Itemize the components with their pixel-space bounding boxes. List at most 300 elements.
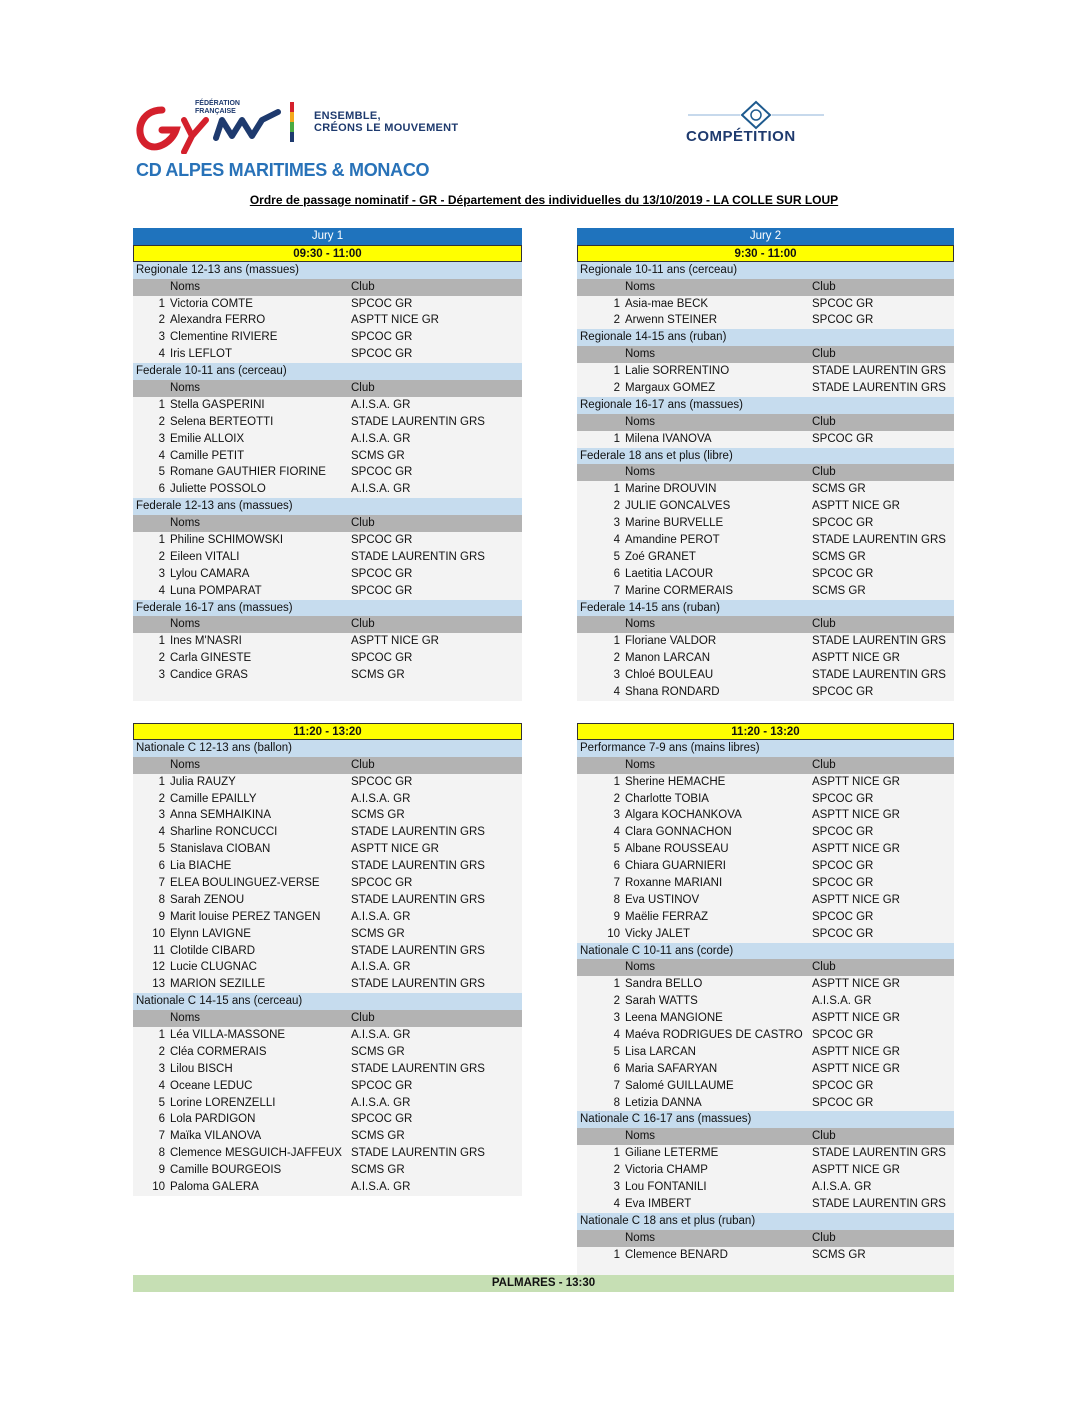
ffg-wordmark: FÉDÉRATION FRANÇAISE [195, 100, 240, 115]
entry-order: 7 [613, 1079, 620, 1092]
noms-header: Noms [625, 618, 656, 631]
entry-order: 4 [613, 686, 620, 699]
entry-order: 4 [613, 1029, 620, 1042]
gymnast-name: Paloma GALERA [170, 1181, 259, 1194]
table-row [577, 976, 954, 993]
gymnast-name: Elynn LAVIGNE [170, 927, 251, 940]
entry-order: 10 [607, 927, 620, 940]
gymnast-name: Arwenn STEINER [625, 314, 718, 327]
club-name: STADE LAURENTIN GRS [351, 860, 485, 873]
table-row [133, 1179, 522, 1196]
entry-order: 1 [613, 775, 620, 788]
table-row [133, 1162, 522, 1179]
table-row [133, 481, 522, 498]
club-name: STADE LAURENTIN GRS [812, 635, 946, 648]
entry-order: 2 [613, 314, 620, 327]
table-row [577, 926, 954, 943]
entry-order: 3 [613, 1181, 620, 1194]
club-name: STADE LAURENTIN GRS [351, 893, 485, 906]
club-name: STADE LAURENTIN GRS [812, 534, 946, 547]
category-header: Federale 14-15 ans (ruban) [577, 600, 954, 617]
gymnast-name: Iris LEFLOT [170, 348, 232, 361]
session-time: 11:20 - 13:20 [133, 723, 522, 740]
entry-order: 13 [152, 978, 165, 991]
noms-header: Noms [625, 280, 656, 293]
club-name: ASPTT NICE GR [351, 843, 439, 856]
entry-order: 6 [158, 860, 165, 873]
gymnast-name: Victoria CHAMP [625, 1164, 708, 1177]
table-row [577, 296, 954, 313]
gymnast-name: Lorine LORENZELLI [170, 1096, 276, 1109]
entry-order: 1 [158, 1029, 165, 1042]
entry-order: 2 [613, 1164, 620, 1177]
table-row [133, 824, 522, 841]
entry-order: 2 [613, 995, 620, 1008]
table-row [577, 875, 954, 892]
table-row [577, 774, 954, 791]
gymnast-name: Lola PARDIGON [170, 1113, 256, 1126]
entry-order: 1 [613, 483, 620, 496]
club-name: SPCOC GR [351, 877, 413, 890]
club-name: STADE LAURENTIN GRS [351, 415, 485, 428]
club-name: SPCOC GR [351, 331, 413, 344]
entry-order: 2 [158, 652, 165, 665]
table-row [577, 532, 954, 549]
entry-order: 5 [613, 550, 620, 563]
gymnast-name: Eva USTINOV [625, 893, 700, 906]
entry-order: 6 [613, 1062, 620, 1075]
club-name: A.I.S.A. GR [351, 792, 411, 805]
jury2-session1 [577, 228, 954, 701]
noms-header: Noms [625, 466, 656, 479]
entry-order: 9 [613, 910, 620, 923]
entry-order: 8 [613, 893, 620, 906]
table-row [133, 943, 522, 960]
entry-order: 2 [613, 652, 620, 665]
club-header: Club [351, 618, 375, 631]
table-row [133, 1027, 522, 1044]
table-row [577, 1027, 954, 1044]
table-row [577, 667, 954, 684]
column-header-row [577, 464, 954, 481]
club-name: ASPTT NICE GR [351, 635, 439, 648]
entry-order: 3 [158, 1062, 165, 1075]
gymnast-name: Stella GASPERINI [170, 398, 265, 411]
club-name: SPCOC GR [351, 1113, 413, 1126]
category-header: Nationale C 10-11 ans (corde) [577, 943, 954, 960]
column-header-row [133, 279, 522, 296]
gymnast-name: Marine BURVELLE [625, 517, 724, 530]
gymnast-name: Margaux GOMEZ [625, 382, 716, 395]
entry-order: 2 [613, 382, 620, 395]
table-row [133, 1078, 522, 1095]
table-row [133, 1128, 522, 1145]
entry-order: 2 [158, 314, 165, 327]
club-header: Club [812, 466, 836, 479]
gymnast-name: Alexandra FERRO [170, 314, 266, 327]
club-name: ASPTT NICE GR [812, 1062, 900, 1075]
noms-header: Noms [170, 1012, 201, 1025]
club-name: SPCOC GR [812, 1096, 874, 1109]
table-row [577, 380, 954, 397]
table-row [577, 1179, 954, 1196]
committee-title: CD ALPES MARITIMES & MONACO [136, 160, 430, 180]
table-row [577, 312, 954, 329]
table-row [133, 583, 522, 600]
club-name: SCMS GR [812, 550, 866, 563]
column-header-row [133, 757, 522, 774]
table-row [133, 1044, 522, 1061]
table-row [577, 498, 954, 515]
noms-header: Noms [170, 382, 201, 395]
table-row [133, 1145, 522, 1162]
gymnast-name: Oceane LEDUC [170, 1079, 253, 1092]
table-row [133, 464, 522, 481]
gymnast-name: Lisa LARCAN [625, 1045, 696, 1058]
gymnast-name: Sharline RONCUCCI [170, 826, 278, 839]
gymnast-name: Lalie SORRENTINO [625, 365, 730, 378]
session-time: 09:30 - 11:00 [133, 245, 522, 262]
table-row [133, 532, 522, 549]
entry-order: 5 [158, 1096, 165, 1109]
club-name: A.I.S.A. GR [351, 961, 411, 974]
club-name: SCMS GR [812, 584, 866, 597]
table-row [577, 431, 954, 448]
table-row [577, 1010, 954, 1027]
category-header: Nationale C 18 ans et plus (ruban) [577, 1213, 954, 1230]
gymnast-name: Sandra BELLO [625, 978, 703, 991]
table-row [577, 583, 954, 600]
entry-order: 1 [613, 1147, 620, 1160]
gymnast-name: Letizia DANNA [625, 1096, 702, 1109]
entry-order: 1 [613, 365, 620, 378]
category-header: Performance 7-9 ans (mains libres) [577, 740, 954, 757]
gymnast-name: Lucie CLUGNAC [170, 961, 257, 974]
gymnast-name: Maria SAFARYAN [625, 1062, 718, 1075]
column-header-row [577, 757, 954, 774]
table-row [577, 993, 954, 1010]
table-row [577, 1196, 954, 1213]
gymnast-name: Lia BIACHE [170, 860, 232, 873]
club-name: SPCOC GR [812, 517, 874, 530]
entry-order: 5 [613, 843, 620, 856]
table-row [133, 650, 522, 667]
club-header: Club [812, 1130, 836, 1143]
entry-order: 10 [152, 1181, 165, 1194]
table-row [577, 633, 954, 650]
category-header: Federale 10-11 ans (cerceau) [133, 363, 522, 380]
entry-order: 3 [158, 809, 165, 822]
table-row [133, 296, 522, 313]
club-name: SCMS GR [351, 1164, 405, 1177]
gymnast-name: Maïka VILANOVA [170, 1130, 262, 1143]
table-row [577, 858, 954, 875]
club-name: SCMS GR [351, 669, 405, 682]
club-name: STADE LAURENTIN GRS [812, 1197, 946, 1210]
club-name: SPCOC GR [812, 314, 874, 327]
gymnast-name: Charlotte TOBIA [625, 792, 709, 805]
club-name: SCMS GR [351, 1130, 405, 1143]
club-name: SPCOC GR [812, 826, 874, 839]
entry-order: 8 [613, 1096, 620, 1109]
gymnast-name: Giliane LETERME [625, 1147, 719, 1160]
entry-order: 1 [613, 297, 620, 310]
club-name: SPCOC GR [812, 792, 874, 805]
club-name: SPCOC GR [812, 686, 874, 699]
entry-order: 6 [158, 1113, 165, 1126]
club-name: ASPTT NICE GR [812, 1164, 900, 1177]
column-header-row [133, 380, 522, 397]
category-header: Regionale 12-13 ans (massues) [133, 262, 522, 279]
gymnast-name: Léa VILLA-MASSONE [170, 1029, 286, 1042]
table-row [133, 791, 522, 808]
category-header: Regionale 14-15 ans (ruban) [577, 329, 954, 346]
document-subtitle: Ordre de passage nominatif - GR - Département des individuelles du 13/10/2019 - LA COLLE SUR LOUP [249, 193, 839, 207]
club-name: STADE LAURENTIN GRS [812, 669, 946, 682]
entry-order: 1 [158, 534, 165, 547]
club-name: SPCOC GR [812, 432, 874, 445]
club-name: ASPTT NICE GR [812, 978, 900, 991]
table-row [133, 892, 522, 909]
entry-order: 2 [158, 550, 165, 563]
gymnast-name: Roxanne MARIANI [625, 877, 723, 890]
table-row [577, 892, 954, 909]
club-name: SCMS GR [351, 1045, 405, 1058]
table-row [577, 566, 954, 583]
entry-order: 1 [613, 432, 620, 445]
entry-order: 1 [158, 398, 165, 411]
club-name: A.I.S.A. GR [351, 1181, 411, 1194]
gymnast-name: Salomé GUILLAUME [625, 1079, 734, 1092]
gymnast-name: MARION SEZILLE [170, 978, 266, 991]
club-name: ASPTT NICE GR [812, 500, 900, 513]
table-row [133, 431, 522, 448]
gymnast-name: Amandine PEROT [625, 534, 720, 547]
club-name: SPCOC GR [812, 567, 874, 580]
gymnast-name: Sherine HEMACHE [625, 775, 726, 788]
club-name: A.I.S.A. GR [812, 1181, 872, 1194]
gymnast-name: Marine CORMERAIS [625, 584, 733, 597]
gymnast-name: Sarah WATTS [625, 995, 698, 1008]
club-name: STADE LAURENTIN GRS [351, 1147, 485, 1160]
club-name: SPCOC GR [812, 877, 874, 890]
category-header: Nationale C 12-13 ans (ballon) [133, 740, 522, 757]
table-row [133, 346, 522, 363]
club-name: ASPTT NICE GR [812, 775, 900, 788]
entry-order: 6 [613, 860, 620, 873]
table-row [577, 684, 954, 701]
entry-order: 4 [158, 826, 165, 839]
gymnast-name: Camille EPAILLY [170, 792, 257, 805]
club-header: Club [812, 280, 836, 293]
entry-order: 3 [158, 669, 165, 682]
gymnast-name: Maéva RODRIGUES DE CASTRO [625, 1029, 803, 1042]
gymnast-name: Victoria COMTE [170, 297, 253, 310]
noms-header: Noms [625, 758, 656, 771]
club-name: ASPTT NICE GR [812, 893, 900, 906]
club-header: Club [812, 758, 836, 771]
gymnast-name: Cléa CORMERAIS [170, 1045, 267, 1058]
gymnast-name: Lilou BISCH [170, 1062, 233, 1075]
entry-order: 2 [158, 1045, 165, 1058]
club-name: ASPTT NICE GR [812, 843, 900, 856]
gymnast-name: Marine DROUVIN [625, 483, 717, 496]
table-row [577, 481, 954, 498]
entry-order: 12 [152, 961, 165, 974]
category-header: Regionale 16-17 ans (massues) [577, 397, 954, 414]
table-row [577, 824, 954, 841]
club-name: SCMS GR [812, 483, 866, 496]
club-name: SPCOC GR [812, 1029, 874, 1042]
entry-order: 6 [158, 483, 165, 496]
entry-order: 4 [613, 826, 620, 839]
palmares-banner: PALMARES - 13:30 [133, 1275, 954, 1292]
gymnast-name: Camille BOURGEOIS [170, 1164, 282, 1177]
club-name: SPCOC GR [351, 567, 413, 580]
gymnast-name: Anna SEMHAIKINA [170, 809, 271, 822]
entry-order: 3 [613, 517, 620, 530]
entry-order: 7 [158, 1130, 165, 1143]
club-header: Club [812, 618, 836, 631]
entry-order: 7 [613, 584, 620, 597]
entry-order: 1 [158, 635, 165, 648]
table-row [133, 633, 522, 650]
entry-order: 2 [158, 792, 165, 805]
table-row [577, 549, 954, 566]
club-header: Club [812, 1231, 836, 1244]
competition-emblem-icon [688, 100, 824, 130]
column-header-row [133, 616, 522, 633]
gymnast-name: Manon LARCAN [625, 652, 711, 665]
gymnast-name: Maëlie FERRAZ [625, 910, 709, 923]
club-name: SPCOC GR [351, 466, 413, 479]
entry-order: 9 [158, 1164, 165, 1177]
entry-order: 1 [158, 297, 165, 310]
noms-header: Noms [625, 415, 656, 428]
gymnast-name: Albane ROUSSEAU [625, 843, 729, 856]
gymnast-name: Clara GONNACHON [625, 826, 732, 839]
gymnast-name: Julia RAUZY [170, 775, 236, 788]
gymnast-name: Clotilde CIBARD [170, 944, 255, 957]
competition-label: COMPÉTITION [686, 128, 796, 145]
table-row [133, 329, 522, 346]
table-row [133, 667, 522, 684]
table-row [577, 1247, 954, 1264]
table-row [133, 566, 522, 583]
category-header: Federale 18 ans et plus (libre) [577, 448, 954, 465]
column-header-row [577, 1128, 954, 1145]
entry-order: 3 [158, 331, 165, 344]
document-header [0, 0, 1088, 207]
gymnast-name: Milena IVANOVA [625, 432, 712, 445]
table-row [133, 414, 522, 431]
club-name: STADE LAURENTIN GRS [812, 365, 946, 378]
entry-order: 8 [158, 1147, 165, 1160]
gymnast-name: Carla GINESTE [170, 652, 252, 665]
noms-header: Noms [170, 517, 201, 530]
gymnast-name: Laetitia LACOUR [625, 567, 714, 580]
noms-header: Noms [170, 618, 201, 631]
gymnast-name: Clemence MESGUICH-JAFFEUX [170, 1147, 342, 1160]
table-row [133, 976, 522, 993]
column-header-row [133, 1010, 522, 1027]
club-header: Club [351, 758, 375, 771]
club-name: SPCOC GR [351, 775, 413, 788]
category-header: Nationale C 16-17 ans (massues) [577, 1111, 954, 1128]
entry-order: 1 [613, 635, 620, 648]
gymnast-name: Romane GAUTHIER FIORINE [170, 466, 326, 479]
club-name: A.I.S.A. GR [351, 1029, 411, 1042]
jury2-session2 [577, 723, 954, 1280]
column-header-row [577, 1230, 954, 1247]
table-row [133, 926, 522, 943]
gymnast-name: Candice GRAS [170, 669, 248, 682]
slogan: ENSEMBLE, CRÉONS LE MOUVEMENT [314, 110, 459, 134]
entry-order: 5 [158, 466, 165, 479]
gymnast-name: Vicky JALET [625, 927, 690, 940]
club-name: ASPTT NICE GR [812, 1045, 900, 1058]
gymnast-name: Luna POMPARAT [170, 584, 262, 597]
jury1-session1 [133, 228, 522, 701]
table-row [577, 1095, 954, 1112]
gymnast-name: Juliette POSSOLO [170, 483, 266, 496]
entry-order: 5 [613, 1045, 620, 1058]
club-header: Club [351, 1012, 375, 1025]
club-name: ASPTT NICE GR [812, 652, 900, 665]
category-header: Federale 16-17 ans (massues) [133, 600, 522, 617]
entry-order: 3 [158, 432, 165, 445]
club-name: SPCOC GR [812, 927, 874, 940]
table-row [133, 858, 522, 875]
club-name: ASPTT NICE GR [812, 1012, 900, 1025]
entry-order: 3 [613, 809, 620, 822]
gymnast-name: Algara KOCHANKOVA [625, 809, 742, 822]
gymnast-name: Chloé BOULEAU [625, 669, 714, 682]
noms-header: Noms [625, 961, 656, 974]
noms-header: Noms [625, 1130, 656, 1143]
club-name: STADE LAURENTIN GRS [351, 944, 485, 957]
jury1-session2 [133, 723, 522, 1196]
gymnast-name: Lylou CAMARA [170, 567, 250, 580]
gymnast-name: Emilie ALLOIX [170, 432, 245, 445]
entry-order: 2 [613, 792, 620, 805]
gymnast-name: Sarah ZENOU [170, 893, 245, 906]
column-header-row [577, 346, 954, 363]
gymnast-name: Clemence BENARD [625, 1248, 728, 1261]
table-row [577, 1078, 954, 1095]
club-header: Club [812, 415, 836, 428]
noms-header: Noms [170, 758, 201, 771]
tricolor-bar [290, 102, 294, 142]
entry-order: 1 [158, 775, 165, 788]
entry-order: 3 [613, 1012, 620, 1025]
club-name: STADE LAURENTIN GRS [351, 978, 485, 991]
entry-order: 5 [158, 843, 165, 856]
entry-order: 4 [158, 1079, 165, 1092]
entry-order: 3 [158, 567, 165, 580]
entry-order: 4 [613, 534, 620, 547]
gymnast-name: Philine SCHIMOWSKI [170, 534, 284, 547]
table-row [133, 448, 522, 465]
table-row [133, 875, 522, 892]
table-row [133, 397, 522, 414]
table-row [577, 1145, 954, 1162]
entry-order: 1 [613, 978, 620, 991]
table-row [133, 1061, 522, 1078]
entry-order: 9 [158, 910, 165, 923]
gymnast-name: ELEA BOULINGUEZ-VERSE [170, 877, 320, 890]
gymnast-name: Leena MANGIONE [625, 1012, 723, 1025]
